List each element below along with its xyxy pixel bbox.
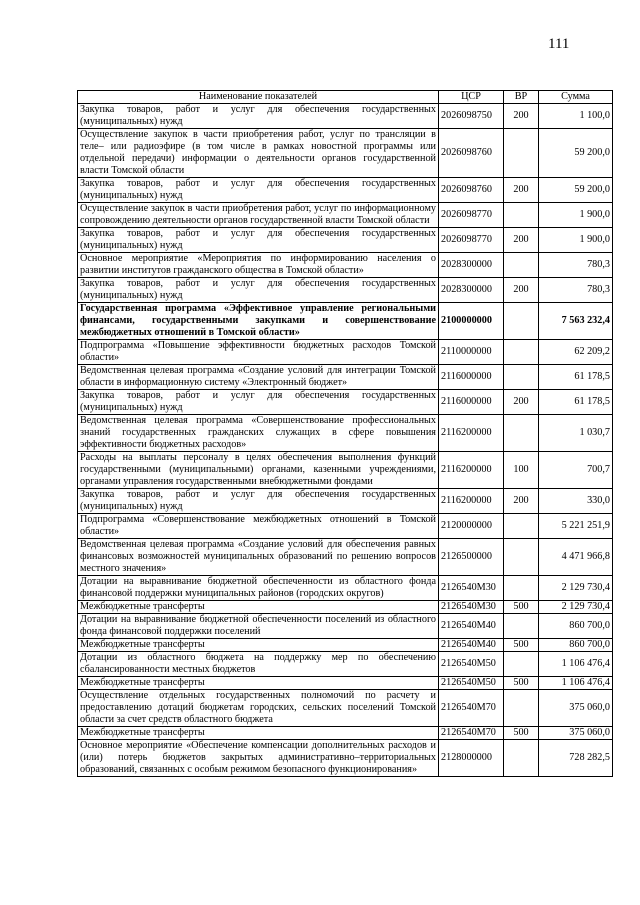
cell-name: Ведомственная целевая программа «Совершенствование профессиональных знаний государственных гражданских служащих в сфере повышения эффективности бюджетных расходов» xyxy=(78,415,439,452)
cell-csr: 2026098750 xyxy=(439,104,504,129)
header-vr: ВР xyxy=(504,91,539,104)
cell-csr: 2116200000 xyxy=(439,415,504,452)
table-row xyxy=(78,514,613,539)
cell-sum: 61 178,5 xyxy=(539,365,613,390)
cell-csr: 2126540М40 xyxy=(439,614,504,639)
cell-vr xyxy=(504,514,539,539)
cell-vr xyxy=(504,365,539,390)
cell-csr: 2126540М50 xyxy=(439,652,504,677)
cell-csr: 2116200000 xyxy=(439,489,504,514)
cell-vr xyxy=(504,690,539,727)
cell-csr: 2110000000 xyxy=(439,340,504,365)
table-row xyxy=(78,614,613,639)
cell-vr xyxy=(504,539,539,576)
cell-csr: 2116000000 xyxy=(439,390,504,415)
cell-sum: 1 900,0 xyxy=(539,203,613,228)
cell-vr xyxy=(504,415,539,452)
table-row xyxy=(78,727,613,740)
table-row xyxy=(78,365,613,390)
cell-name: Основное мероприятие «Обеспечение компенсации дополнительных расходов и (или) потерь бюджетов закрытых административно–территориальных образований, связанных с особым режимом безопасного функционирования» xyxy=(78,740,439,777)
cell-name: Подпрограмма «Совершенствование межбюджетных отношений в Томской области» xyxy=(78,514,439,539)
table-row xyxy=(78,601,613,614)
table-row xyxy=(78,228,613,253)
table-row xyxy=(78,203,613,228)
cell-name: Закупка товаров, работ и услуг для обеспечения государственных (муниципальных) нужд xyxy=(78,104,439,129)
cell-csr: 2116000000 xyxy=(439,365,504,390)
table-row xyxy=(78,129,613,178)
cell-name: Государственная программа «Эффективное управление региональными финансами, государственными закупками и совершенствование межбюджетных отношений в Томской области» xyxy=(78,303,439,340)
cell-name: Закупка товаров, работ и услуг для обеспечения государственных (муниципальных) нужд xyxy=(78,390,439,415)
cell-sum: 375 060,0 xyxy=(539,690,613,727)
cell-name: Осуществление отдельных государственных полномочий по расчету и предоставлению дотаций бюджетам городских, сельских поселений Томской области за счет средств областного бюджета xyxy=(78,690,439,727)
table-row xyxy=(78,340,613,365)
cell-sum: 330,0 xyxy=(539,489,613,514)
table-row xyxy=(78,452,613,489)
cell-sum: 1 100,0 xyxy=(539,104,613,129)
cell-name: Осуществление закупок в части приобретения работ, услуг по трансляции в теле– или радиоэфире (в том числе в рамках новостной программы или отдельной передачи) информации о деятельности органов государственной власти Томской области xyxy=(78,129,439,178)
cell-vr xyxy=(504,303,539,340)
cell-csr: 2120000000 xyxy=(439,514,504,539)
table-row xyxy=(78,253,613,278)
cell-vr: 200 xyxy=(504,489,539,514)
cell-vr xyxy=(504,253,539,278)
cell-vr: 500 xyxy=(504,601,539,614)
cell-csr: 2028300000 xyxy=(439,278,504,303)
cell-name: Осуществление закупок в части приобретения работ, услуг по информационному сопровождению деятельности органов государственной власти Томской области xyxy=(78,203,439,228)
table-row xyxy=(78,652,613,677)
cell-sum: 1 030,7 xyxy=(539,415,613,452)
cell-vr: 200 xyxy=(504,104,539,129)
cell-csr: 2116200000 xyxy=(439,452,504,489)
cell-sum: 2 129 730,4 xyxy=(539,576,613,601)
cell-sum: 61 178,5 xyxy=(539,390,613,415)
cell-name: Дотации из областного бюджета на поддержку мер по обеспечению сбалансированности местных бюджетов xyxy=(78,652,439,677)
cell-vr: 500 xyxy=(504,727,539,740)
cell-vr: 500 xyxy=(504,639,539,652)
table-row xyxy=(78,104,613,129)
cell-sum: 700,7 xyxy=(539,452,613,489)
cell-sum: 780,3 xyxy=(539,253,613,278)
cell-vr xyxy=(504,203,539,228)
cell-name: Расходы на выплаты персоналу в целях обеспечения выполнения функций государственными (муниципальными) органами, казенными учреждениями, органами управления государственными внебюджетными фондами xyxy=(78,452,439,489)
cell-csr: 2026098770 xyxy=(439,228,504,253)
cell-sum: 375 060,0 xyxy=(539,727,613,740)
cell-name: Межбюджетные трансферты xyxy=(78,639,439,652)
header-sum: Сумма xyxy=(539,91,613,104)
header-csr: ЦСР xyxy=(439,91,504,104)
cell-vr xyxy=(504,129,539,178)
page-number: 111 xyxy=(548,36,570,52)
cell-csr: 2126540М70 xyxy=(439,690,504,727)
cell-vr xyxy=(504,340,539,365)
cell-csr: 2026098770 xyxy=(439,203,504,228)
table-row xyxy=(78,539,613,576)
header-name: Наименование показателей xyxy=(78,91,439,104)
cell-sum: 1 106 476,4 xyxy=(539,652,613,677)
cell-name: Закупка товаров, работ и услуг для обеспечения государственных (муниципальных) нужд xyxy=(78,178,439,203)
cell-name: Подпрограмма «Повышение эффективности бюджетных расходов Томской области» xyxy=(78,340,439,365)
cell-vr xyxy=(504,652,539,677)
cell-sum: 860 700,0 xyxy=(539,614,613,639)
cell-sum: 860 700,0 xyxy=(539,639,613,652)
cell-sum: 5 221 251,9 xyxy=(539,514,613,539)
cell-name: Основное мероприятие «Мероприятия по информированию населения о развитии институтов гражданского общества в Томской области» xyxy=(78,253,439,278)
cell-sum: 2 129 730,4 xyxy=(539,601,613,614)
table-row xyxy=(78,278,613,303)
cell-name: Межбюджетные трансферты xyxy=(78,727,439,740)
cell-csr: 2126540М40 xyxy=(439,639,504,652)
cell-vr: 200 xyxy=(504,178,539,203)
cell-name: Межбюджетные трансферты xyxy=(78,677,439,690)
cell-sum: 728 282,5 xyxy=(539,740,613,777)
table-row xyxy=(78,576,613,601)
cell-sum: 62 209,2 xyxy=(539,340,613,365)
cell-csr: 2126540М50 xyxy=(439,677,504,690)
cell-csr: 2026098760 xyxy=(439,178,504,203)
cell-csr: 2026098760 xyxy=(439,129,504,178)
table-row xyxy=(78,178,613,203)
cell-name: Ведомственная целевая программа «Создание условий для обеспечения равных финансовых возможностей муниципальных образований по решению вопросов местного значения» xyxy=(78,539,439,576)
cell-vr: 100 xyxy=(504,452,539,489)
cell-csr: 2126500000 xyxy=(439,539,504,576)
table-header-row xyxy=(78,91,613,104)
cell-sum: 1 106 476,4 xyxy=(539,677,613,690)
table-row xyxy=(78,639,613,652)
cell-vr: 200 xyxy=(504,390,539,415)
cell-vr xyxy=(504,614,539,639)
cell-sum: 4 471 966,8 xyxy=(539,539,613,576)
cell-csr: 2126540М30 xyxy=(439,576,504,601)
cell-name: Закупка товаров, работ и услуг для обеспечения государственных (муниципальных) нужд xyxy=(78,489,439,514)
cell-sum: 59 200,0 xyxy=(539,129,613,178)
cell-name: Межбюджетные трансферты xyxy=(78,601,439,614)
cell-csr: 2126540М30 xyxy=(439,601,504,614)
cell-sum: 780,3 xyxy=(539,278,613,303)
table-row xyxy=(78,677,613,690)
cell-name: Дотации на выравнивание бюджетной обеспеченности поселений из областного фонда финансовой поддержки поселений xyxy=(78,614,439,639)
budget-table xyxy=(77,90,613,777)
cell-sum: 1 900,0 xyxy=(539,228,613,253)
cell-sum: 59 200,0 xyxy=(539,178,613,203)
cell-sum: 7 563 232,4 xyxy=(539,303,613,340)
cell-vr xyxy=(504,576,539,601)
cell-name: Ведомственная целевая программа «Создание условий для интеграции Томской области в информационную систему «Электронный бюджет» xyxy=(78,365,439,390)
cell-vr: 200 xyxy=(504,228,539,253)
table-row xyxy=(78,740,613,777)
table-row xyxy=(78,390,613,415)
cell-name: Закупка товаров, работ и услуг для обеспечения государственных (муниципальных) нужд xyxy=(78,228,439,253)
cell-csr: 2128000000 xyxy=(439,740,504,777)
cell-csr: 2126540М70 xyxy=(439,727,504,740)
cell-vr: 500 xyxy=(504,677,539,690)
cell-vr xyxy=(504,740,539,777)
cell-vr: 200 xyxy=(504,278,539,303)
table-row xyxy=(78,690,613,727)
table-row xyxy=(78,489,613,514)
cell-csr: 2100000000 xyxy=(439,303,504,340)
table-row xyxy=(78,415,613,452)
table-row xyxy=(78,303,613,340)
cell-name: Закупка товаров, работ и услуг для обеспечения государственных (муниципальных) нужд xyxy=(78,278,439,303)
cell-name: Дотации на выравнивание бюджетной обеспеченности из областного фонда финансовой поддержки муниципальных районов (городских округов) xyxy=(78,576,439,601)
cell-csr: 2028300000 xyxy=(439,253,504,278)
